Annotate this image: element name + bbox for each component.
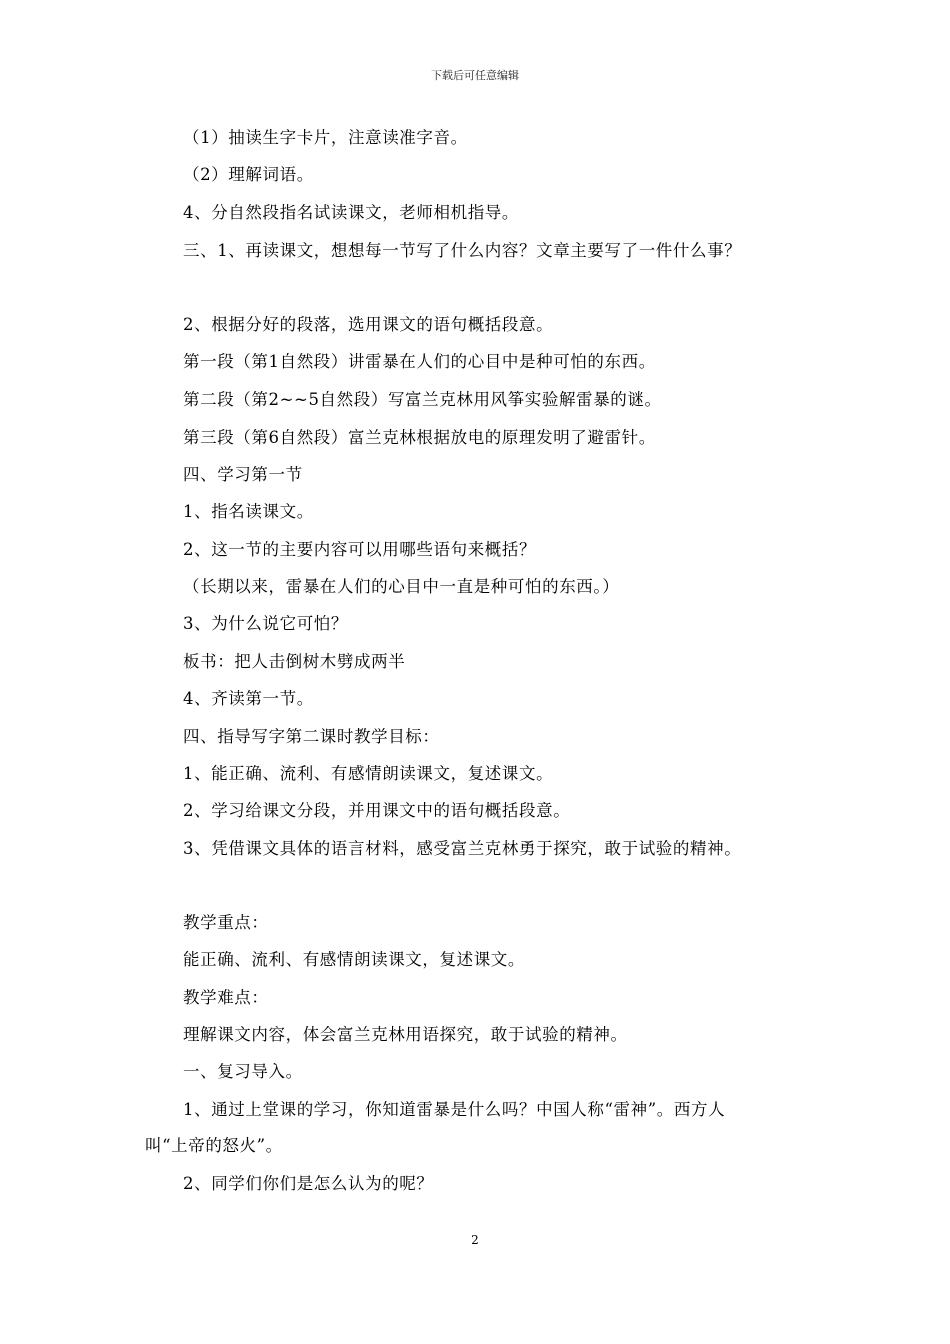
text-line: 三、1、再读课文，想想每一节写了什么内容？文章主要写了一件什么事？ (183, 241, 742, 260)
text-line: 1、能正确、流利、有感情朗读课文，复述课文。 (183, 764, 554, 783)
text-line: （长期以来，雷暴在人们的心目中一直是种可怕的东西。） (183, 577, 620, 596)
text-line: 第三段（第6自然段）富兰克林根据放电的原理发明了避雷针。 (183, 428, 656, 447)
text-line: 理解课文内容，体会富兰克林用语探究，敢于试验的精神。 (183, 1025, 628, 1044)
page-number: 2 (471, 1233, 479, 1247)
text-line: 3、为什么说它可怕？ (183, 614, 348, 633)
text-line: 4、齐读第一节。 (183, 689, 314, 708)
text-line: 2、这一节的主要内容可以用哪些语句来概括？ (183, 540, 537, 559)
text-line: 1、通过上堂课的学习，你知道雷暴是什么吗？中国人称“雷神”。西方人 (183, 1100, 726, 1119)
text-line: 叫“上帝的怒火”。 (145, 1136, 283, 1155)
text-line: 四、指导写字第二课时教学目标： (183, 727, 440, 746)
text-line: 2、同学们你们是怎么认为的呢？ (183, 1174, 434, 1193)
text-line: 能正确、流利、有感情朗读课文，复述课文。 (183, 950, 525, 969)
text-line: 板书：把人击倒树木劈成两半 (183, 652, 406, 671)
text-line: 教学难点： (183, 988, 269, 1007)
text-line: 四、学习第一节 (183, 465, 303, 484)
text-line: 2、学习给课文分段，并用课文中的语句概括段意。 (183, 801, 571, 820)
text-line: （2）理解词语。 (183, 165, 314, 184)
text-line: 第二段（第2~~5自然段）写富兰克林用风筝实验解雷暴的谜。 (183, 390, 662, 409)
text-line: 第一段（第1自然段）讲雷暴在人们的心目中是种可怕的东西。 (183, 352, 656, 371)
text-line: 一、复习导入。 (183, 1062, 303, 1081)
text-line: 4、分自然段指名试读课文，老师相机指导。 (183, 203, 519, 222)
text-line: 2、根据分好的段落，选用课文的语句概括段意。 (183, 315, 554, 334)
page-header: 下载后可任意编辑 (431, 69, 519, 82)
text-line: （1）抽读生字卡片，注意读准字音。 (183, 128, 468, 147)
text-line: 1、指名读课文。 (183, 502, 314, 521)
text-line: 3、凭借课文具体的语言材料，感受富兰克林勇于探究，敢于试验的精神。 (183, 839, 742, 858)
text-line: 教学重点： (183, 913, 269, 932)
